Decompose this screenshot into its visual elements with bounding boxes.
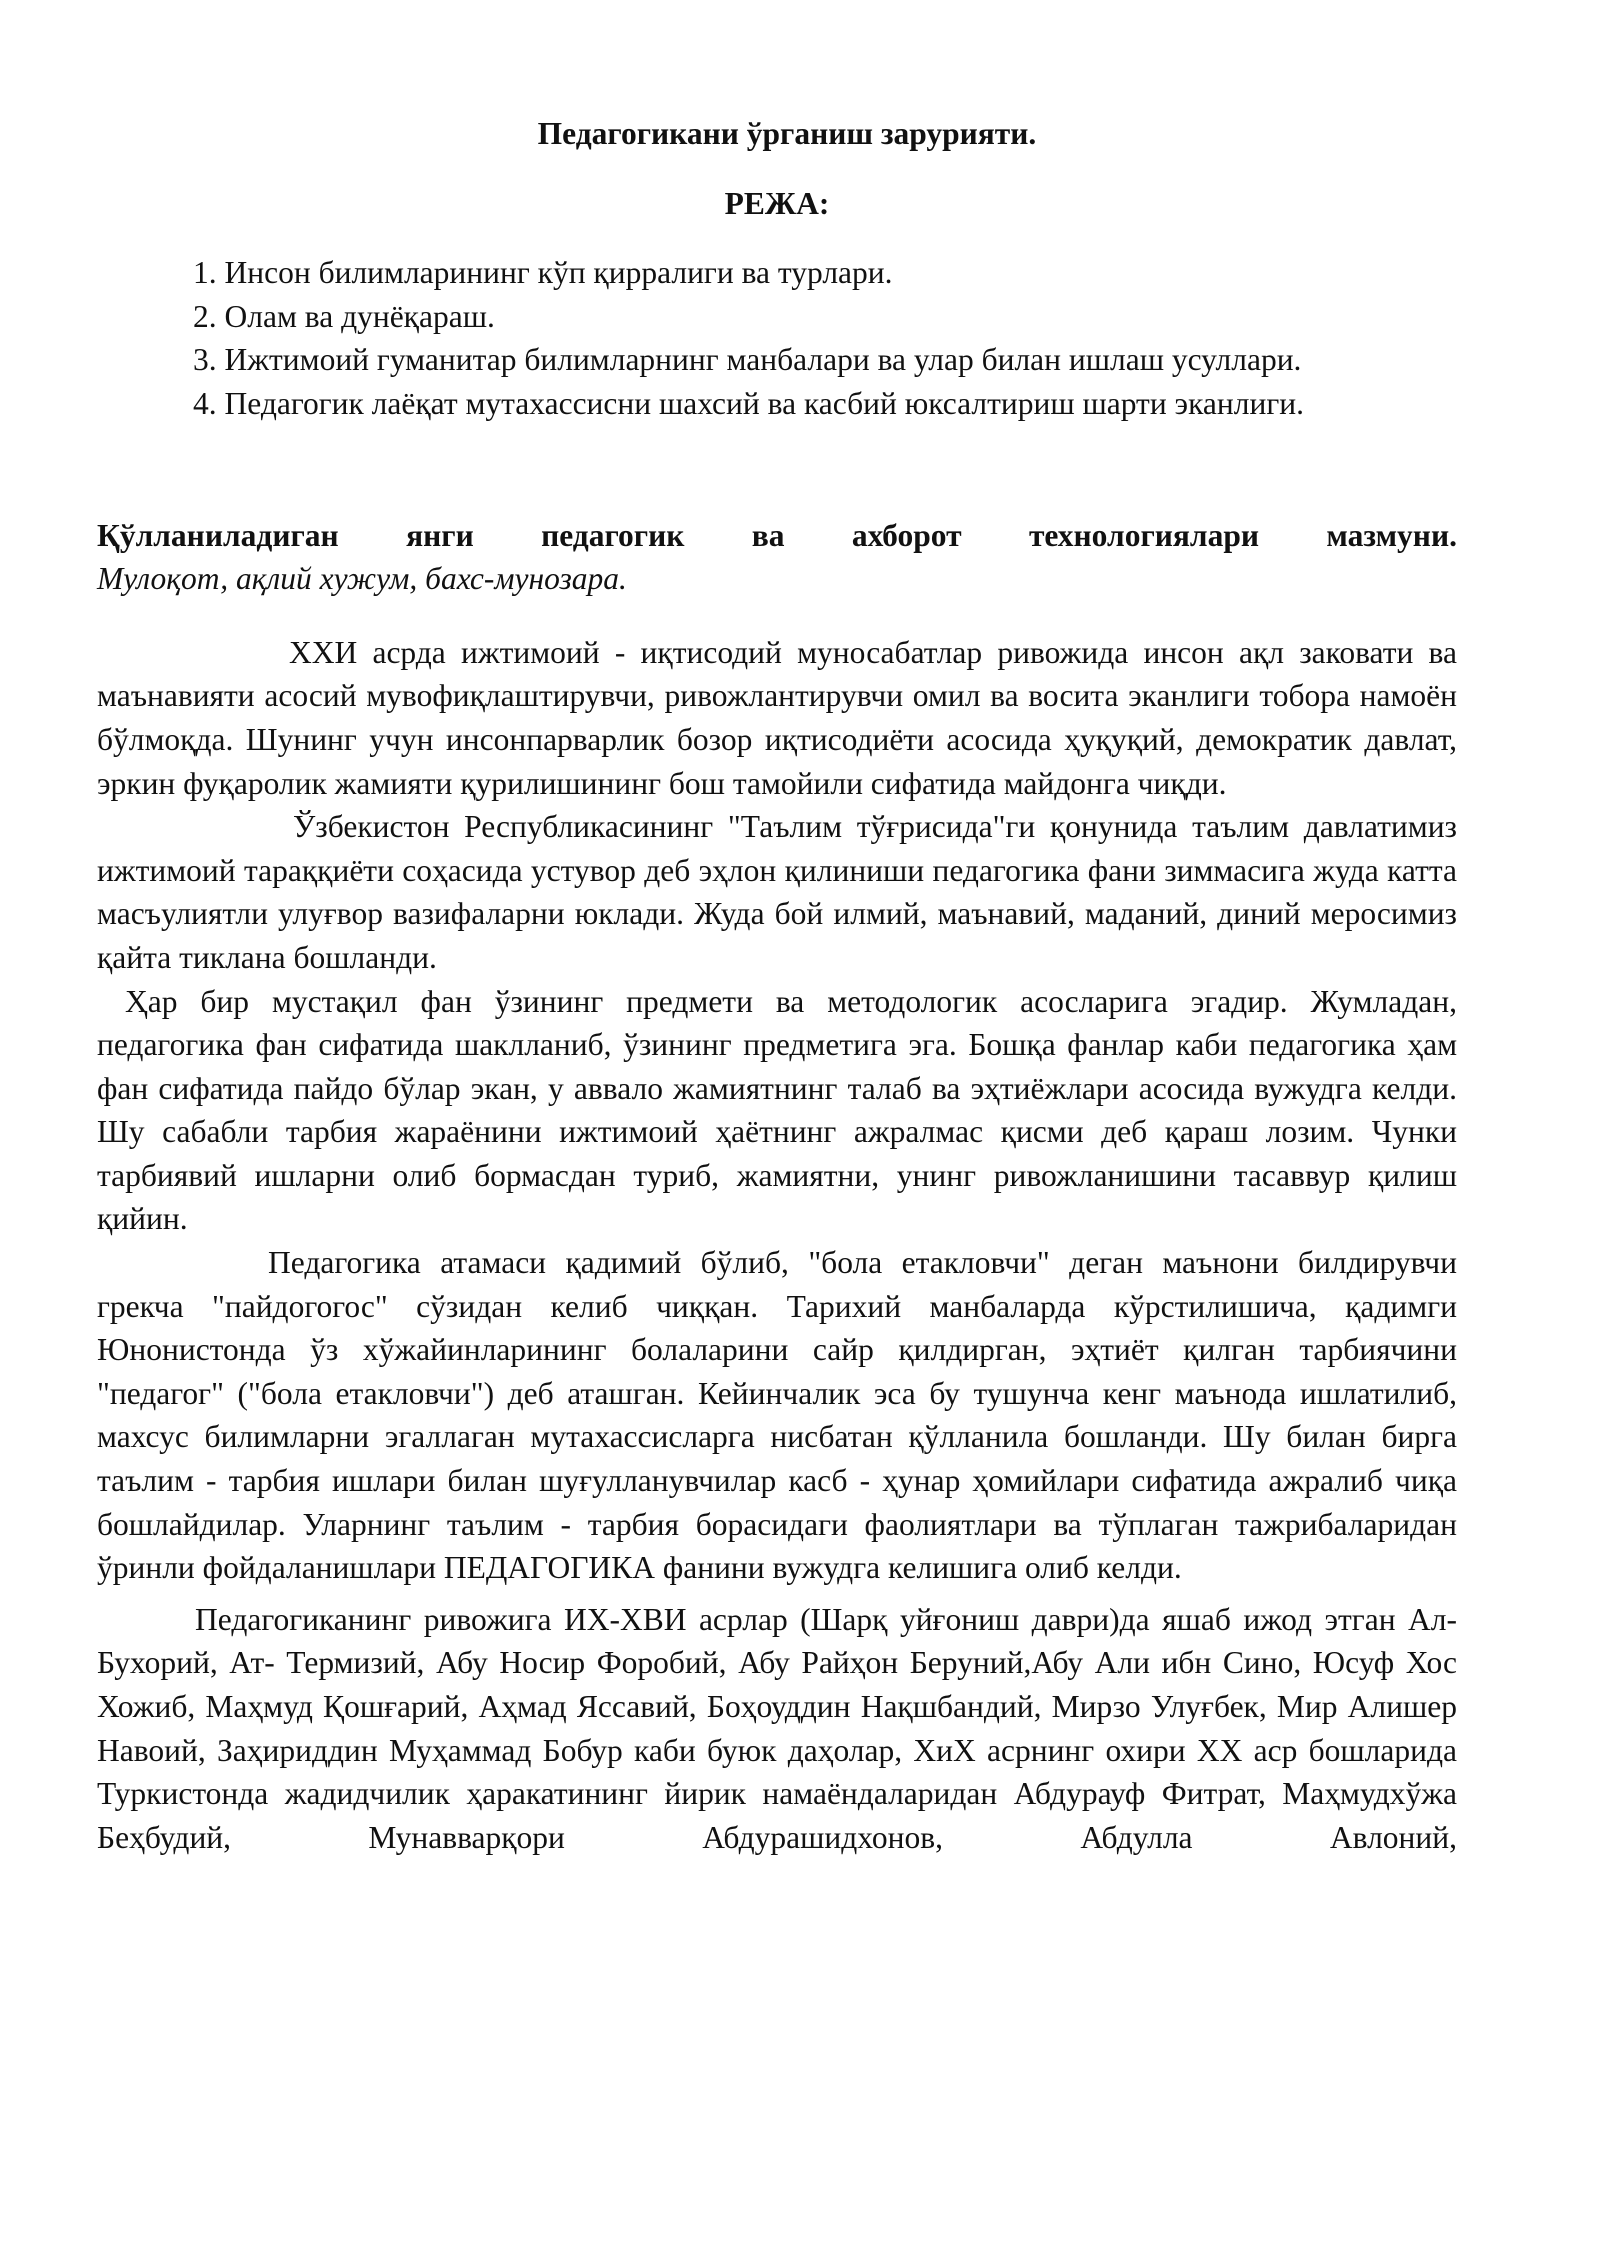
body-paragraph: Ҳар бир мустақил фан ўзининг предмети ва методологик асосларига эгадир. Жумладан, педагогика фан сифатида шаклланиб, ўзининг предметига эга. Бошқа фанлар каби педагогика ҳам фан сифатида пайдо бўлар экан, у аввало жамиятнинг талаб ва эҳтиёжлари асосида вужудга келди. Шу сабабли тарбия жараёнини ижтимоий ҳаётнинг ажралмас қисми деб қараш лозим. Чунки тарбиявий ишларни олиб бормасдан туриб, жамиятни, унинг ривожланишини тасаввур қилиш қийин.: [97, 983, 1457, 1237]
body-paragraph: Педагогиканинг ривожига ИХ-ХВИ асрлар (Шарқ уйғониш даври)да яшаб ижод этган Ал-Бухорий, Ат- Термизий, Абу Носир Форобий, Абу Райҳон Беруний,Абу Али ибн Сино, Юсуф Хос Хожиб, Маҳмуд Қошғарий, Аҳмад Яссавий, Боҳоуддин Нақшбандий, Мирзо Улуғбек, Мир Алишер Навоий, Заҳириддин Муҳаммад Бобур каби буюк даҳолар, ХиХ асрнинг охири ХХ аср бошларида Туркистонда жадидчилик ҳаракатининг йирик намаёндаларидан Абдурауф Фитрат, Маҳмудхўжа Беҳбудий, Мунавварқори Абдурашидхонов, Абдулла Авлоний,: [97, 1601, 1457, 1855]
section-heading: Қўлланиладиган янги педагогик ва ахборот технологиялари мазмуни.: [97, 517, 1457, 553]
plan-item: 3. Ижтимоий гуманитар билимларнинг манбалари ва улар билан ишлаш усуллари.: [193, 342, 1302, 378]
section-subheading: Мулоқот, ақлий хужум, бахс-мунозара.: [97, 561, 627, 597]
body-paragraph: ХХИ асрда ижтимоий - иқтисодий муносабатлар ривожида инсон ақл заковати ва маънавияти асосий мувофиқлаштирувчи, ривожлантирувчи омил ва восита эканлиги тобора намоён бўлмоқда. Шунинг учун инсонпарварлик бозор иқтисодиёти асосида ҳуқуқий, демократик давлат, эркин фуқаролик жамияти қурилишининг бош тамойили сифатида майдонга чиқди.: [97, 634, 1457, 801]
plan-item: 4. Педагогик лаёқат мутахассисни шахсий ва касбий юксалтириш шарти эканлиги.: [193, 385, 1304, 421]
body-paragraph: Педагогика атамаси қадимий бўлиб, "бола етакловчи" деган маънони билдирувчи грекча "пайдогогос" сўзидан келиб чиққан. Тарихий манбаларда кўрстилишича, қадимги Юнонистонда ўз хўжайинларининг болаларини сайр қилдирган, эҳтиёт қилган тарбиячини "педагог" ("бола етакловчи") деб аташган. Кейинчалик эса бу тушунча кенг маънода ишлатилиб, махсус билимларни эгаллаган мутахассисларга нисбатан қўлланила бошланди. Шу билан бирга таълим - тарбия ишлари билан шуғулланувчилар касб - ҳунар ҳомийлари сифатида ажралиб чиқа бошлайдилар. Уларнинг таълим - тарбия борасидаги фаолиятлари ва тўплаган тажрибаларидан ўринли фойдаланишлари ПЕДАГОГИКА фанини вужудга келишига олиб келди.: [97, 1245, 1457, 1586]
plan-item: 2. Олам ва дунёқараш.: [193, 298, 495, 334]
body-paragraph: Ўзбекистон Республикасининг "Таълим тўғрисида"ги қонунида таълим давлатимиз ижтимоий тараққиёти соҳасида устувор деб эҳлон қилиниши педагогика фани зиммасига жуда катта масъулиятли улуғвор вазифаларни юклади. Жуда бой илмий, маънавий, маданий, диний меросимиз қайта тиклана бошланди.: [97, 809, 1457, 975]
document-body: [97, 631, 1457, 1860]
document-page: [97, 112, 1457, 1859]
document-title: Педагогикани ўрганиш зарурияти.: [537, 116, 1037, 151]
plan-item: 1. Инсон билимларининг кўп қирралиги ва турлари.: [193, 255, 893, 291]
plan-heading: РЕЖА:: [724, 185, 830, 221]
plan-list: [97, 251, 1457, 425]
